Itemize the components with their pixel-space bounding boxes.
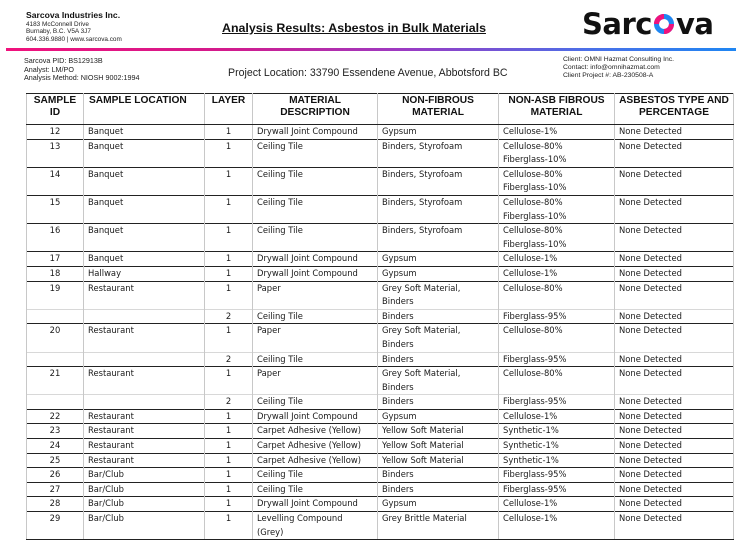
cell-sample-location: Restaurant xyxy=(84,409,205,424)
cell-sample-id: 16 xyxy=(27,224,84,252)
cell-non-fibrous: Gypsum xyxy=(378,266,499,281)
cell-non-fibrous: Gypsum xyxy=(378,409,499,424)
table-row xyxy=(27,224,734,252)
cell-sample-id: 22 xyxy=(27,409,84,424)
sarcova-pid: Sarcova PID: BS12913B xyxy=(24,56,103,65)
header-sample-id: SAMPLE ID xyxy=(27,94,84,125)
cell-non-fibrous: Binders, Styrofoam xyxy=(378,139,499,167)
company-address-line: 4183 McConnell Drive xyxy=(26,21,89,28)
cell-material-description: Ceiling Tile xyxy=(253,395,378,410)
cell-sample-location: Restaurant xyxy=(84,439,205,454)
cell-material-description: Drywall Joint Compound xyxy=(253,409,378,424)
cell-sample-location: Bar/Club xyxy=(84,468,205,483)
cell-non-fibrous: Grey Brittle Material xyxy=(378,512,499,540)
table-row xyxy=(27,367,734,395)
header-non-fibrous: NON-FIBROUS MATERIAL xyxy=(378,94,499,125)
cell-sample-location: Restaurant xyxy=(84,453,205,468)
cell-sample-location: Banquet xyxy=(84,224,205,252)
cell-layer: 1 xyxy=(205,424,253,439)
cell-layer: 1 xyxy=(205,453,253,468)
cell-material-description: Levelling Compound (Grey) xyxy=(253,512,378,540)
cell-layer: 1 xyxy=(205,125,253,140)
cell-layer: 1 xyxy=(205,167,253,195)
cell-sample-id: 24 xyxy=(27,439,84,454)
client-project-number: Client Project #: AB-230508-A xyxy=(563,71,654,79)
cell-sample-location: Banquet xyxy=(84,139,205,167)
cell-asbestos: None Detected xyxy=(615,482,734,497)
logo-text-end: va xyxy=(675,7,714,41)
cell-layer: 2 xyxy=(205,309,253,324)
cell-layer: 1 xyxy=(205,497,253,512)
table-row xyxy=(27,497,734,512)
cell-non-asb-fibrous: Fiberglass-95% xyxy=(499,352,615,367)
cell-asbestos: None Detected xyxy=(615,252,734,267)
client-name: Client: OMNI Hazmat Consulting Inc. xyxy=(563,56,675,63)
company-address-line: Burnaby, B.C. V5A 3J7 xyxy=(26,28,91,36)
company-info xyxy=(26,10,122,43)
cell-non-fibrous: Yellow Soft Material xyxy=(378,453,499,468)
cell-sample-location: Restaurant xyxy=(84,367,205,395)
cell-material-description: Ceiling Tile xyxy=(253,167,378,195)
table-row xyxy=(27,424,734,439)
results-table xyxy=(26,93,734,540)
cell-layer: 1 xyxy=(205,367,253,395)
cell-layer: 1 xyxy=(205,482,253,497)
cell-asbestos: None Detected xyxy=(615,468,734,483)
table-row xyxy=(27,125,734,140)
table-row xyxy=(27,409,734,424)
cell-sample-location: Banquet xyxy=(84,167,205,195)
cell-material-description: Ceiling Tile xyxy=(253,309,378,324)
cell-non-fibrous: Grey Soft Material, Binders xyxy=(378,281,499,309)
header-accent-divider xyxy=(6,48,736,51)
cell-non-fibrous: Gypsum xyxy=(378,497,499,512)
cell-non-fibrous: Yellow Soft Material xyxy=(378,439,499,454)
cell-sample-location: Restaurant xyxy=(84,424,205,439)
header-material-description: MATERIAL DESCRIPTION xyxy=(253,94,378,125)
company-name: Sarcova Industries Inc. xyxy=(26,10,121,20)
cell-non-asb-fibrous: Fiberglass-95% xyxy=(499,395,615,410)
cell-material-description: Ceiling Tile xyxy=(253,352,378,367)
cell-sample-id xyxy=(27,352,84,367)
cell-asbestos: None Detected xyxy=(615,395,734,410)
cell-non-fibrous: Binders, Styrofoam xyxy=(378,167,499,195)
table-row xyxy=(27,266,734,281)
cell-layer: 1 xyxy=(205,281,253,309)
logo-ring-icon xyxy=(653,13,675,35)
cell-non-fibrous: Binders xyxy=(378,309,499,324)
cell-layer: 1 xyxy=(205,512,253,540)
cell-sample-location xyxy=(84,352,205,367)
cell-material-description: Carpet Adhesive (Yellow) xyxy=(253,453,378,468)
logo-text-start: Sarc xyxy=(582,7,652,41)
cell-sample-id: 15 xyxy=(27,195,84,223)
cell-sample-id: 19 xyxy=(27,281,84,309)
cell-material-description: Ceiling Tile xyxy=(253,468,378,483)
cell-layer: 1 xyxy=(205,468,253,483)
cell-material-description: Drywall Joint Compound xyxy=(253,252,378,267)
table-row xyxy=(27,453,734,468)
cell-asbestos: None Detected xyxy=(615,497,734,512)
table-row xyxy=(27,167,734,195)
table-row xyxy=(27,252,734,267)
cell-non-asb-fibrous: Cellulose-1% xyxy=(499,252,615,267)
cell-asbestos: None Detected xyxy=(615,424,734,439)
cell-layer: 1 xyxy=(205,252,253,267)
cell-non-asb-fibrous: Synthetic-1% xyxy=(499,424,615,439)
cell-layer: 2 xyxy=(205,395,253,410)
cell-non-fibrous: Grey Soft Material, Binders xyxy=(378,324,499,352)
cell-non-asb-fibrous: Cellulose-1% xyxy=(499,512,615,540)
cell-non-asb-fibrous: Fiberglass-95% xyxy=(499,482,615,497)
table-row xyxy=(27,309,734,324)
client-metadata xyxy=(563,56,674,79)
cell-sample-id: 14 xyxy=(27,167,84,195)
cell-layer: 1 xyxy=(205,224,253,252)
cell-non-asb-fibrous: Cellulose-1% xyxy=(499,125,615,140)
cell-non-asb-fibrous: Cellulose-80% Fiberglass-10% xyxy=(499,224,615,252)
cell-sample-location: Banquet xyxy=(84,252,205,267)
cell-sample-id xyxy=(27,395,84,410)
cell-asbestos: None Detected xyxy=(615,439,734,454)
cell-layer: 1 xyxy=(205,439,253,454)
cell-material-description: Drywall Joint Compound xyxy=(253,497,378,512)
cell-layer: 1 xyxy=(205,324,253,352)
table-row xyxy=(27,324,734,352)
cell-material-description: Paper xyxy=(253,324,378,352)
analysis-method: Analysis Method: NIOSH 9002:1994 xyxy=(24,73,140,83)
cell-non-fibrous: Gypsum xyxy=(378,125,499,140)
cell-non-asb-fibrous: Cellulose-1% xyxy=(499,497,615,512)
lab-metadata xyxy=(24,57,139,83)
cell-asbestos: None Detected xyxy=(615,195,734,223)
header-sample-location: SAMPLE LOCATION xyxy=(84,94,205,125)
cell-material-description: Drywall Joint Compound xyxy=(253,125,378,140)
cell-asbestos: None Detected xyxy=(615,309,734,324)
cell-layer: 1 xyxy=(205,195,253,223)
cell-sample-location xyxy=(84,395,205,410)
cell-sample-id: 29 xyxy=(27,512,84,540)
cell-sample-id: 26 xyxy=(27,468,84,483)
client-contact: Contact: info@omnihazmat.com xyxy=(563,63,660,71)
cell-asbestos: None Detected xyxy=(615,367,734,395)
cell-non-fibrous: Binders xyxy=(378,352,499,367)
cell-sample-location: Bar/Club xyxy=(84,497,205,512)
table-row xyxy=(27,482,734,497)
cell-sample-location: Restaurant xyxy=(84,324,205,352)
cell-non-asb-fibrous: Cellulose-1% xyxy=(499,409,615,424)
cell-sample-location: Banquet xyxy=(84,195,205,223)
table-row xyxy=(27,439,734,454)
cell-material-description: Paper xyxy=(253,281,378,309)
table-row xyxy=(27,468,734,483)
cell-non-fibrous: Binders, Styrofoam xyxy=(378,195,499,223)
cell-non-asb-fibrous: Synthetic-1% xyxy=(499,439,615,454)
cell-sample-id: 20 xyxy=(27,324,84,352)
cell-sample-id: 12 xyxy=(27,125,84,140)
table-row xyxy=(27,195,734,223)
cell-material-description: Ceiling Tile xyxy=(253,224,378,252)
cell-non-fibrous: Yellow Soft Material xyxy=(378,424,499,439)
cell-asbestos: None Detected xyxy=(615,324,734,352)
cell-sample-id: 13 xyxy=(27,139,84,167)
cell-layer: 2 xyxy=(205,352,253,367)
cell-asbestos: None Detected xyxy=(615,352,734,367)
cell-non-asb-fibrous: Cellulose-80% xyxy=(499,367,615,395)
analyst: Analyst: LM/PO xyxy=(24,64,74,74)
cell-sample-id: 21 xyxy=(27,367,84,395)
cell-material-description: Carpet Adhesive (Yellow) xyxy=(253,439,378,454)
table-header-row xyxy=(27,94,734,125)
cell-material-description: Paper xyxy=(253,367,378,395)
cell-non-asb-fibrous: Cellulose-80% Fiberglass-10% xyxy=(499,195,615,223)
cell-asbestos: None Detected xyxy=(615,453,734,468)
cell-sample-id: 17 xyxy=(27,252,84,267)
cell-sample-location: Restaurant xyxy=(84,281,205,309)
cell-non-asb-fibrous: Cellulose-80% Fiberglass-10% xyxy=(499,139,615,167)
table-row xyxy=(27,512,734,540)
cell-non-fibrous: Binders xyxy=(378,468,499,483)
company-contact-line: 604.336.9880 | www.sarcova.com xyxy=(26,35,122,43)
cell-sample-id: 28 xyxy=(27,497,84,512)
cell-non-fibrous: Gypsum xyxy=(378,252,499,267)
header-asbestos: ASBESTOS TYPE AND PERCENTAGE xyxy=(615,94,734,125)
cell-sample-id: 27 xyxy=(27,482,84,497)
cell-non-asb-fibrous: Cellulose-1% xyxy=(499,266,615,281)
cell-non-fibrous: Binders, Styrofoam xyxy=(378,224,499,252)
table-row xyxy=(27,395,734,410)
cell-asbestos: None Detected xyxy=(615,266,734,281)
cell-non-fibrous: Grey Soft Material, Binders xyxy=(378,367,499,395)
cell-sample-location: Banquet xyxy=(84,125,205,140)
cell-sample-location: Bar/Club xyxy=(84,512,205,540)
cell-layer: 1 xyxy=(205,409,253,424)
cell-asbestos: None Detected xyxy=(615,512,734,540)
table-row xyxy=(27,352,734,367)
sarcova-logo xyxy=(582,5,713,43)
header-non-asb-fibrous: NON-ASB FIBROUS MATERIAL xyxy=(499,94,615,125)
cell-sample-location: Hallway xyxy=(84,266,205,281)
cell-non-asb-fibrous: Cellulose-80% Fiberglass-10% xyxy=(499,167,615,195)
cell-material-description: Ceiling Tile xyxy=(253,482,378,497)
table-row xyxy=(27,281,734,309)
cell-material-description: Drywall Joint Compound xyxy=(253,266,378,281)
cell-material-description: Ceiling Tile xyxy=(253,195,378,223)
cell-sample-location: Bar/Club xyxy=(84,482,205,497)
cell-non-asb-fibrous: Fiberglass-95% xyxy=(499,468,615,483)
project-location: Project Location: 33790 Essendene Avenue, Abbotsford BC xyxy=(228,67,508,79)
cell-layer: 1 xyxy=(205,266,253,281)
cell-asbestos: None Detected xyxy=(615,139,734,167)
cell-asbestos: None Detected xyxy=(615,224,734,252)
cell-non-asb-fibrous: Cellulose-80% xyxy=(499,324,615,352)
cell-non-asb-fibrous: Fiberglass-95% xyxy=(499,309,615,324)
cell-sample-id: 25 xyxy=(27,453,84,468)
cell-layer: 1 xyxy=(205,139,253,167)
cell-asbestos: None Detected xyxy=(615,125,734,140)
cell-sample-id xyxy=(27,309,84,324)
cell-sample-location xyxy=(84,309,205,324)
cell-non-asb-fibrous: Cellulose-80% xyxy=(499,281,615,309)
cell-sample-id: 23 xyxy=(27,424,84,439)
cell-asbestos: None Detected xyxy=(615,409,734,424)
cell-material-description: Ceiling Tile xyxy=(253,139,378,167)
cell-non-fibrous: Binders xyxy=(378,482,499,497)
table-row xyxy=(27,139,734,167)
cell-non-fibrous: Binders xyxy=(378,395,499,410)
header-layer: LAYER xyxy=(205,94,253,125)
cell-sample-id: 18 xyxy=(27,266,84,281)
cell-non-asb-fibrous: Synthetic-1% xyxy=(499,453,615,468)
document-title: Analysis Results: Asbestos in Bulk Materials xyxy=(222,21,486,35)
cell-asbestos: None Detected xyxy=(615,167,734,195)
cell-asbestos: None Detected xyxy=(615,281,734,309)
cell-material-description: Carpet Adhesive (Yellow) xyxy=(253,424,378,439)
